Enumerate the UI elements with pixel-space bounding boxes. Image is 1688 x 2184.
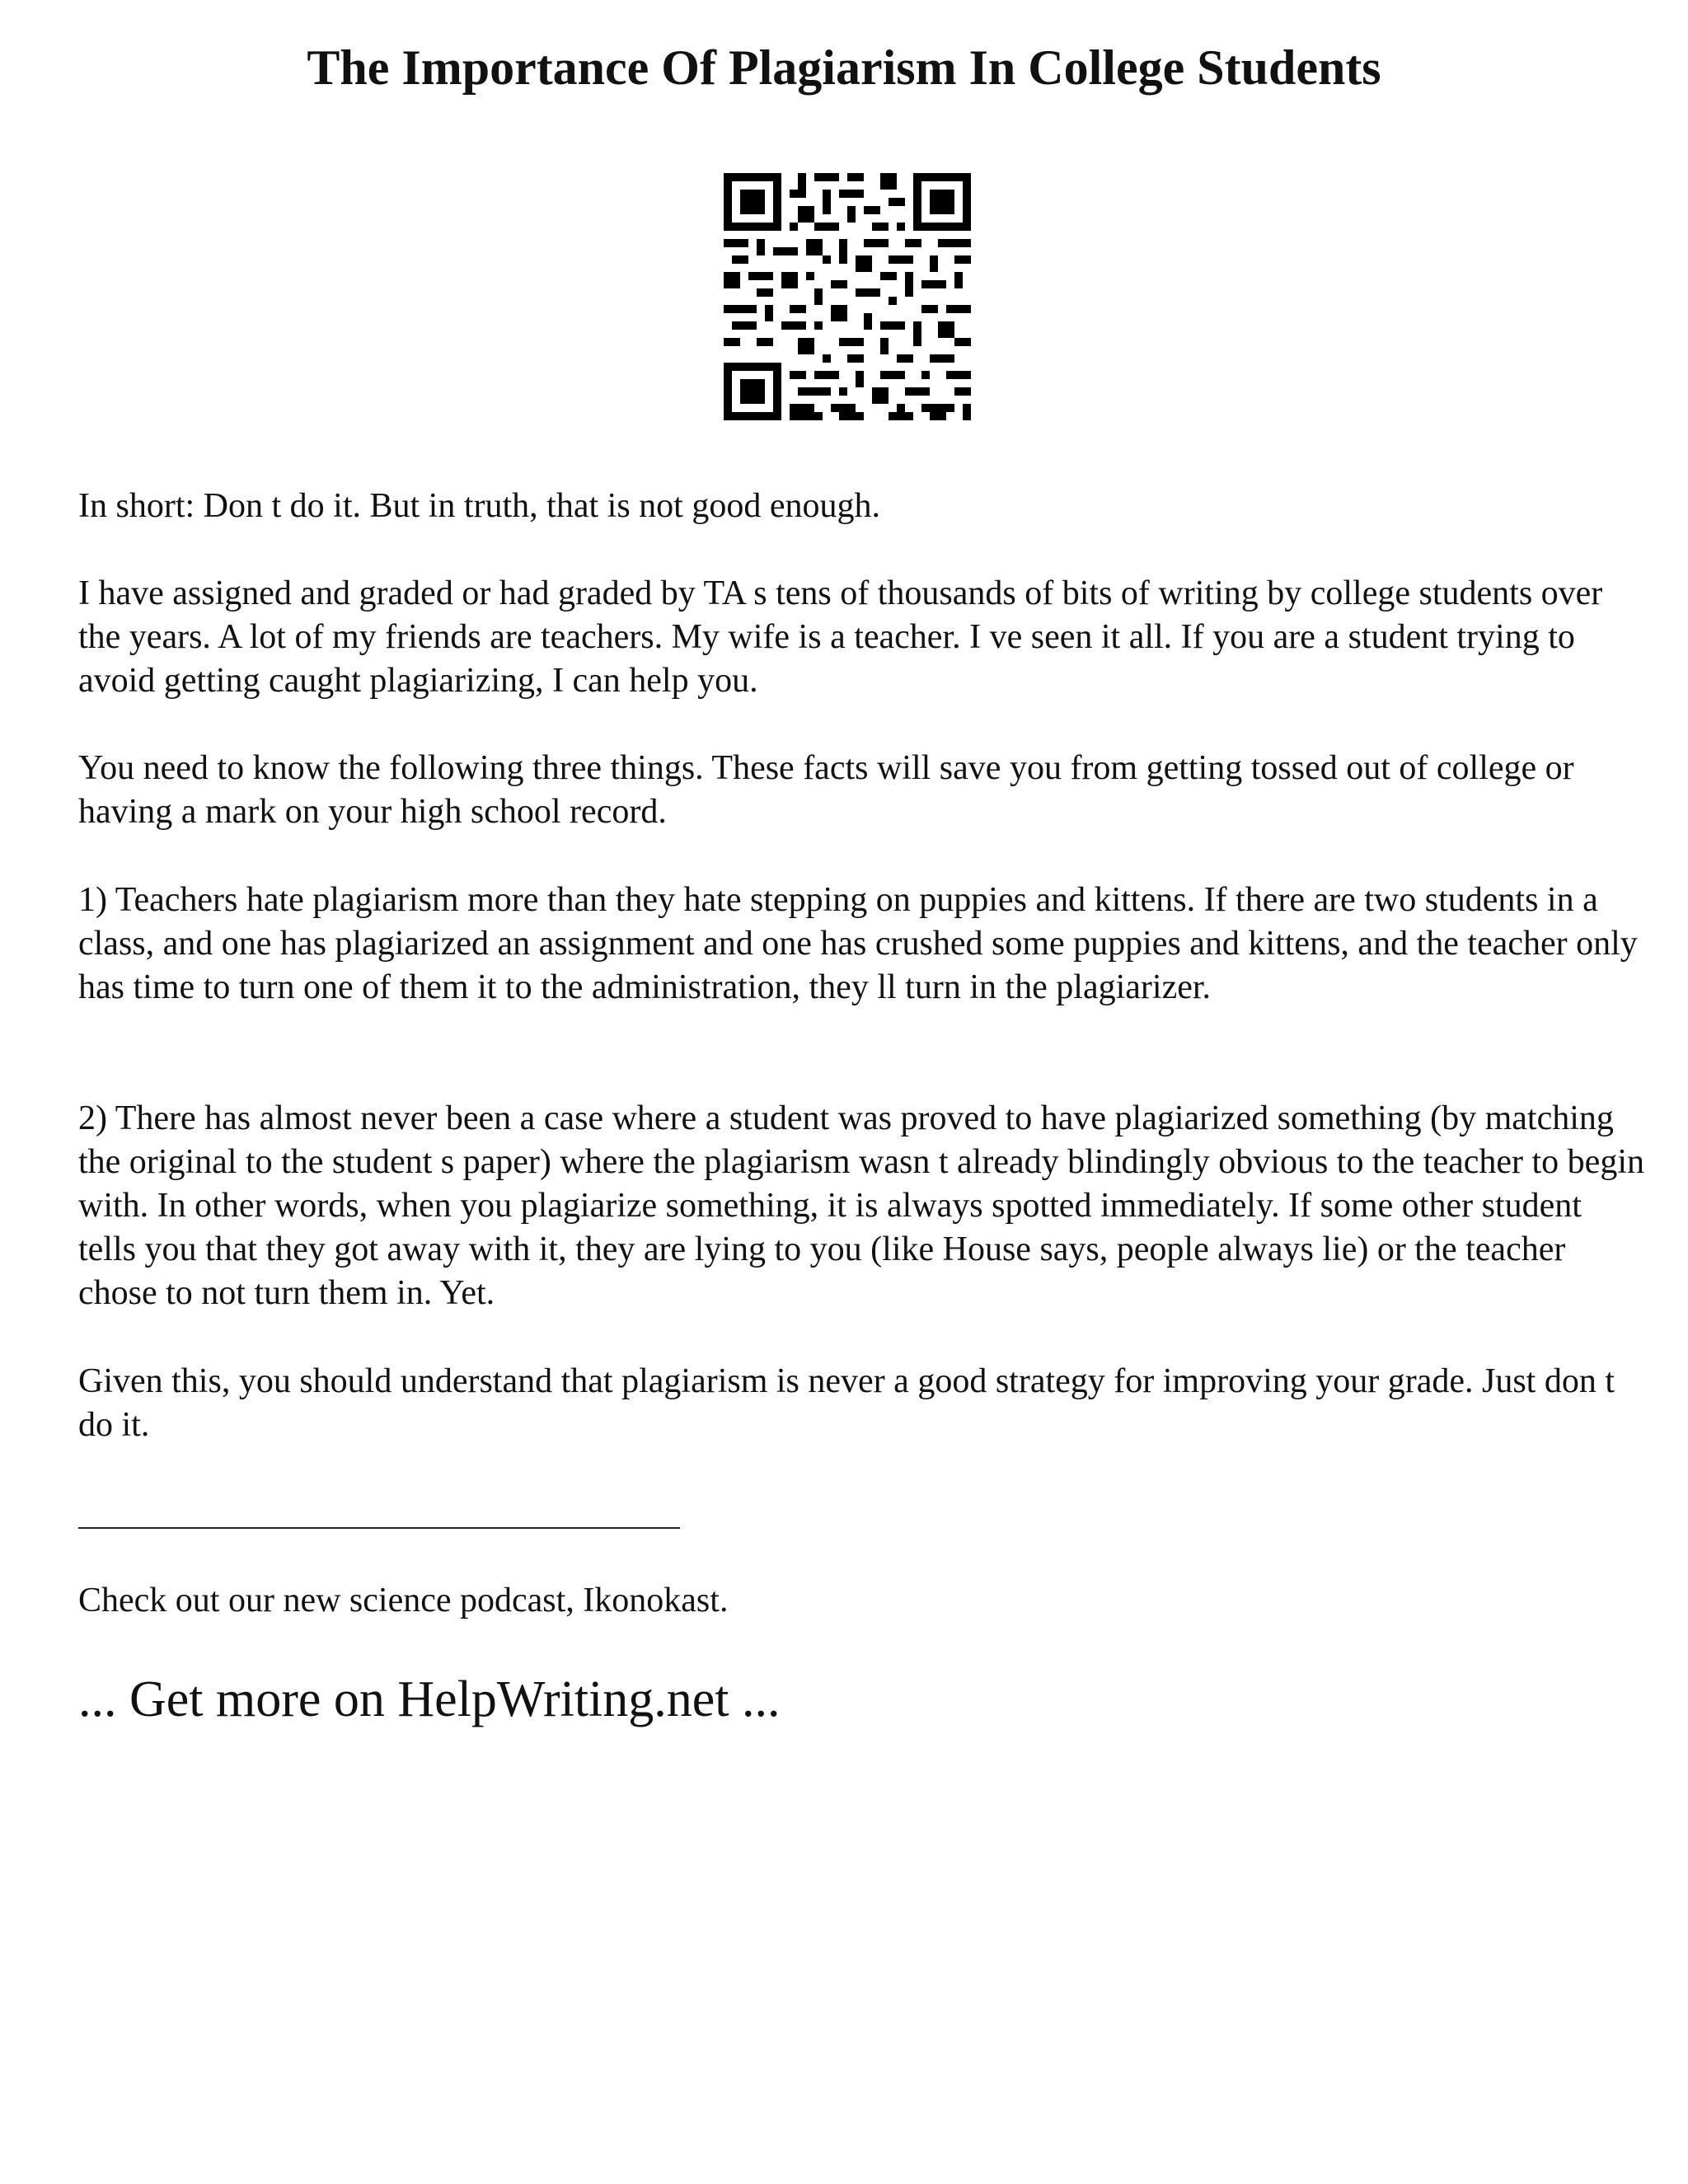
- paragraph-intro: In short: Don t do it. But in truth, that is not good enough.: [78, 487, 880, 525]
- paragraph-point-one: 1) Teachers hate plagiarism more than they hate stepping on puppies and kittens. If there are two students in a class, and one has plagiarized an assignment and one has crushed some puppies and kittens, and the teacher only has time to turn one of them it to the administration, they ll turn in the plagiarizer.: [78, 881, 1638, 1006]
- paragraph-three-things: You need to know the following three things. These facts will save you from getting tossed out of college or having a mark on your high school record.: [78, 749, 1574, 831]
- podcast-note: Check out our new science podcast, Ikonokast.: [78, 1582, 729, 1619]
- paragraph-conclusion: Given this, you should understand that plagiarism is never a good strategy for improving your grade. Just don t do it.: [78, 1362, 1615, 1444]
- paragraph-point-two: 2) There has almost never been a case where a student was proved to have plagiarized something (by matching the original to the student s paper) where the plagiarism wasn t already blindingly obvious to the teacher to begin with. In other words, when you plagiarize something, it is always spotted immediately. If some other student tells you that they got away with it, they are lying to you (like House says, people always lie) or the teacher chose to not turn them in. Yet.: [78, 1099, 1644, 1312]
- footer-link-text[interactable]: ... Get more on HelpWriting.net ...: [78, 1671, 781, 1727]
- paragraph-experience: I have assigned and graded or had graded by TA s tens of thousands of bits of writing by college students over the years. A lot of my friends are teachers. My wife is a teacher. I ve seen it all. If you are a student trying to avoid getting caught plagiarizing, I can help you.: [78, 574, 1603, 700]
- page-title: The Importance Of Plagiarism In College Students: [307, 40, 1381, 95]
- qr-code: [724, 173, 971, 420]
- divider-line: [78, 1527, 680, 1529]
